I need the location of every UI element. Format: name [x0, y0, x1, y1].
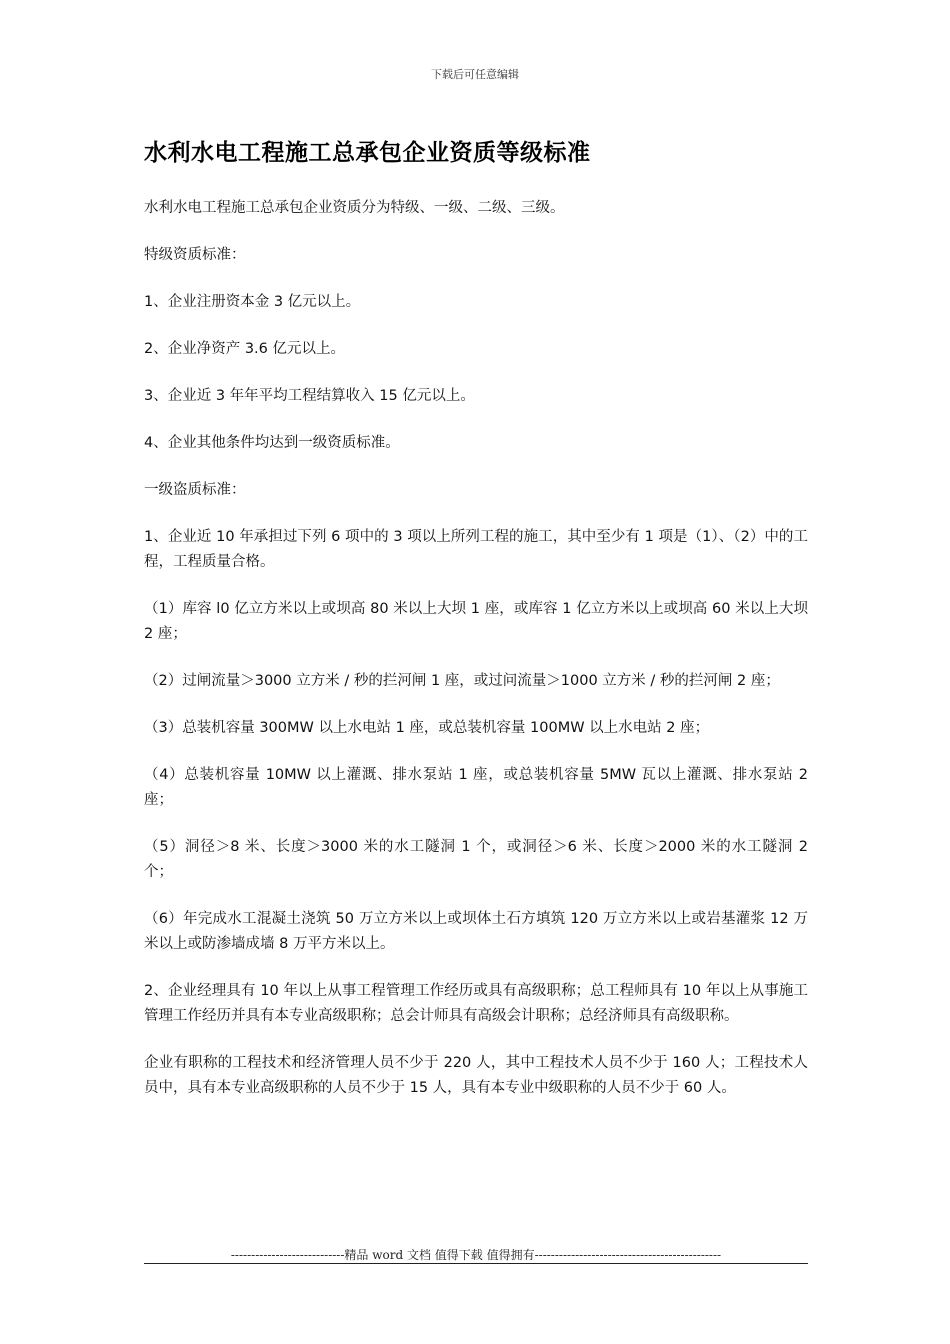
project-criterion-6: （6）年完成水工混凝土浇筑 50 万立方米以上或坝体土石方填筑 120 万立方米以上或岩基灌浆 12 万米以上或防渗墙成墙 8 万平方米以上。	[144, 911, 808, 952]
page-footer-text: ----------------------------精品 word 文档 值得下载 值得拥有----------------------------------------------	[230, 1248, 722, 1262]
document-body	[144, 196, 808, 1123]
special-grade-item-3: 3、企业近 3 年年平均工程结算收入 15 亿元以上。	[144, 388, 475, 404]
section-heading-first-grade: 一级盗质标准：	[144, 482, 246, 498]
project-criterion-3: （3）总装机容量 300MW 以上水电站 1 座，或总装机容量 100MW 以上水电站 2 座；	[144, 720, 710, 736]
first-grade-item-1: 1、企业近 10 年承担过下列 6 项中的 3 项以上所列工程的施工，其中至少有 1 项是（1）、（2）中的工程，工程质量合格。	[144, 529, 808, 570]
special-grade-item-2: 2、企业净资产 3.6 亿元以上。	[144, 341, 346, 357]
project-criterion-4: （4）总装机容量 10MW 以上灌溉、排水泵站 1 座，或总装机容量 5MW 瓦以上灌溉、排水泵站 2 座；	[144, 767, 808, 808]
staffing-paragraph: 企业有职称的工程技术和经济管理人员不少于 220 人，其中工程技术人员不少于 160 人；工程技术人员中，具有本专业高级职称的人员不少于 15 人，具有本专业中级职称的人员不少于 60 人。	[144, 1055, 808, 1096]
special-grade-item-4: 4、企业其他条件均达到一级资质标准。	[144, 435, 400, 451]
special-grade-item-1: 1、企业注册资本金 3 亿元以上。	[144, 294, 361, 310]
document-title: 水利水电工程施工总承包企业资质等级标准	[144, 140, 591, 166]
page-header-note: 下载后可任意编辑	[431, 68, 519, 81]
footer-divider	[144, 1263, 808, 1264]
first-grade-item-2: 2、企业经理具有 10 年以上从事工程管理工作经历或具有高级职称；总工程师具有 10 年以上从事施工管理工作经历并具有本专业高级职称；总会计师具有高级会计职称；总经济师具有高级职称。	[144, 983, 808, 1024]
project-criterion-5: （5）洞径＞8 米、长度＞3000 米的水工隧洞 1 个，或洞径＞6 米、长度＞2000 米的水工隧洞 2 个；	[144, 839, 808, 880]
intro-paragraph: 水利水电工程施工总承包企业资质分为特级、一级、二级、三级。	[144, 200, 565, 216]
section-heading-special-grade: 特级资质标准：	[144, 247, 246, 263]
project-criterion-2: （2）过闸流量＞3000 立方米 / 秒的拦河闸 1 座，或过问流量＞1000 立方米 / 秒的拦河闸 2 座；	[144, 673, 780, 689]
project-criterion-1: （1）库容 l0 亿立方米以上或坝高 80 米以上大坝 1 座，或库容 1 亿立方米以上或坝高 60 米以上大坝 2 座；	[144, 601, 808, 642]
